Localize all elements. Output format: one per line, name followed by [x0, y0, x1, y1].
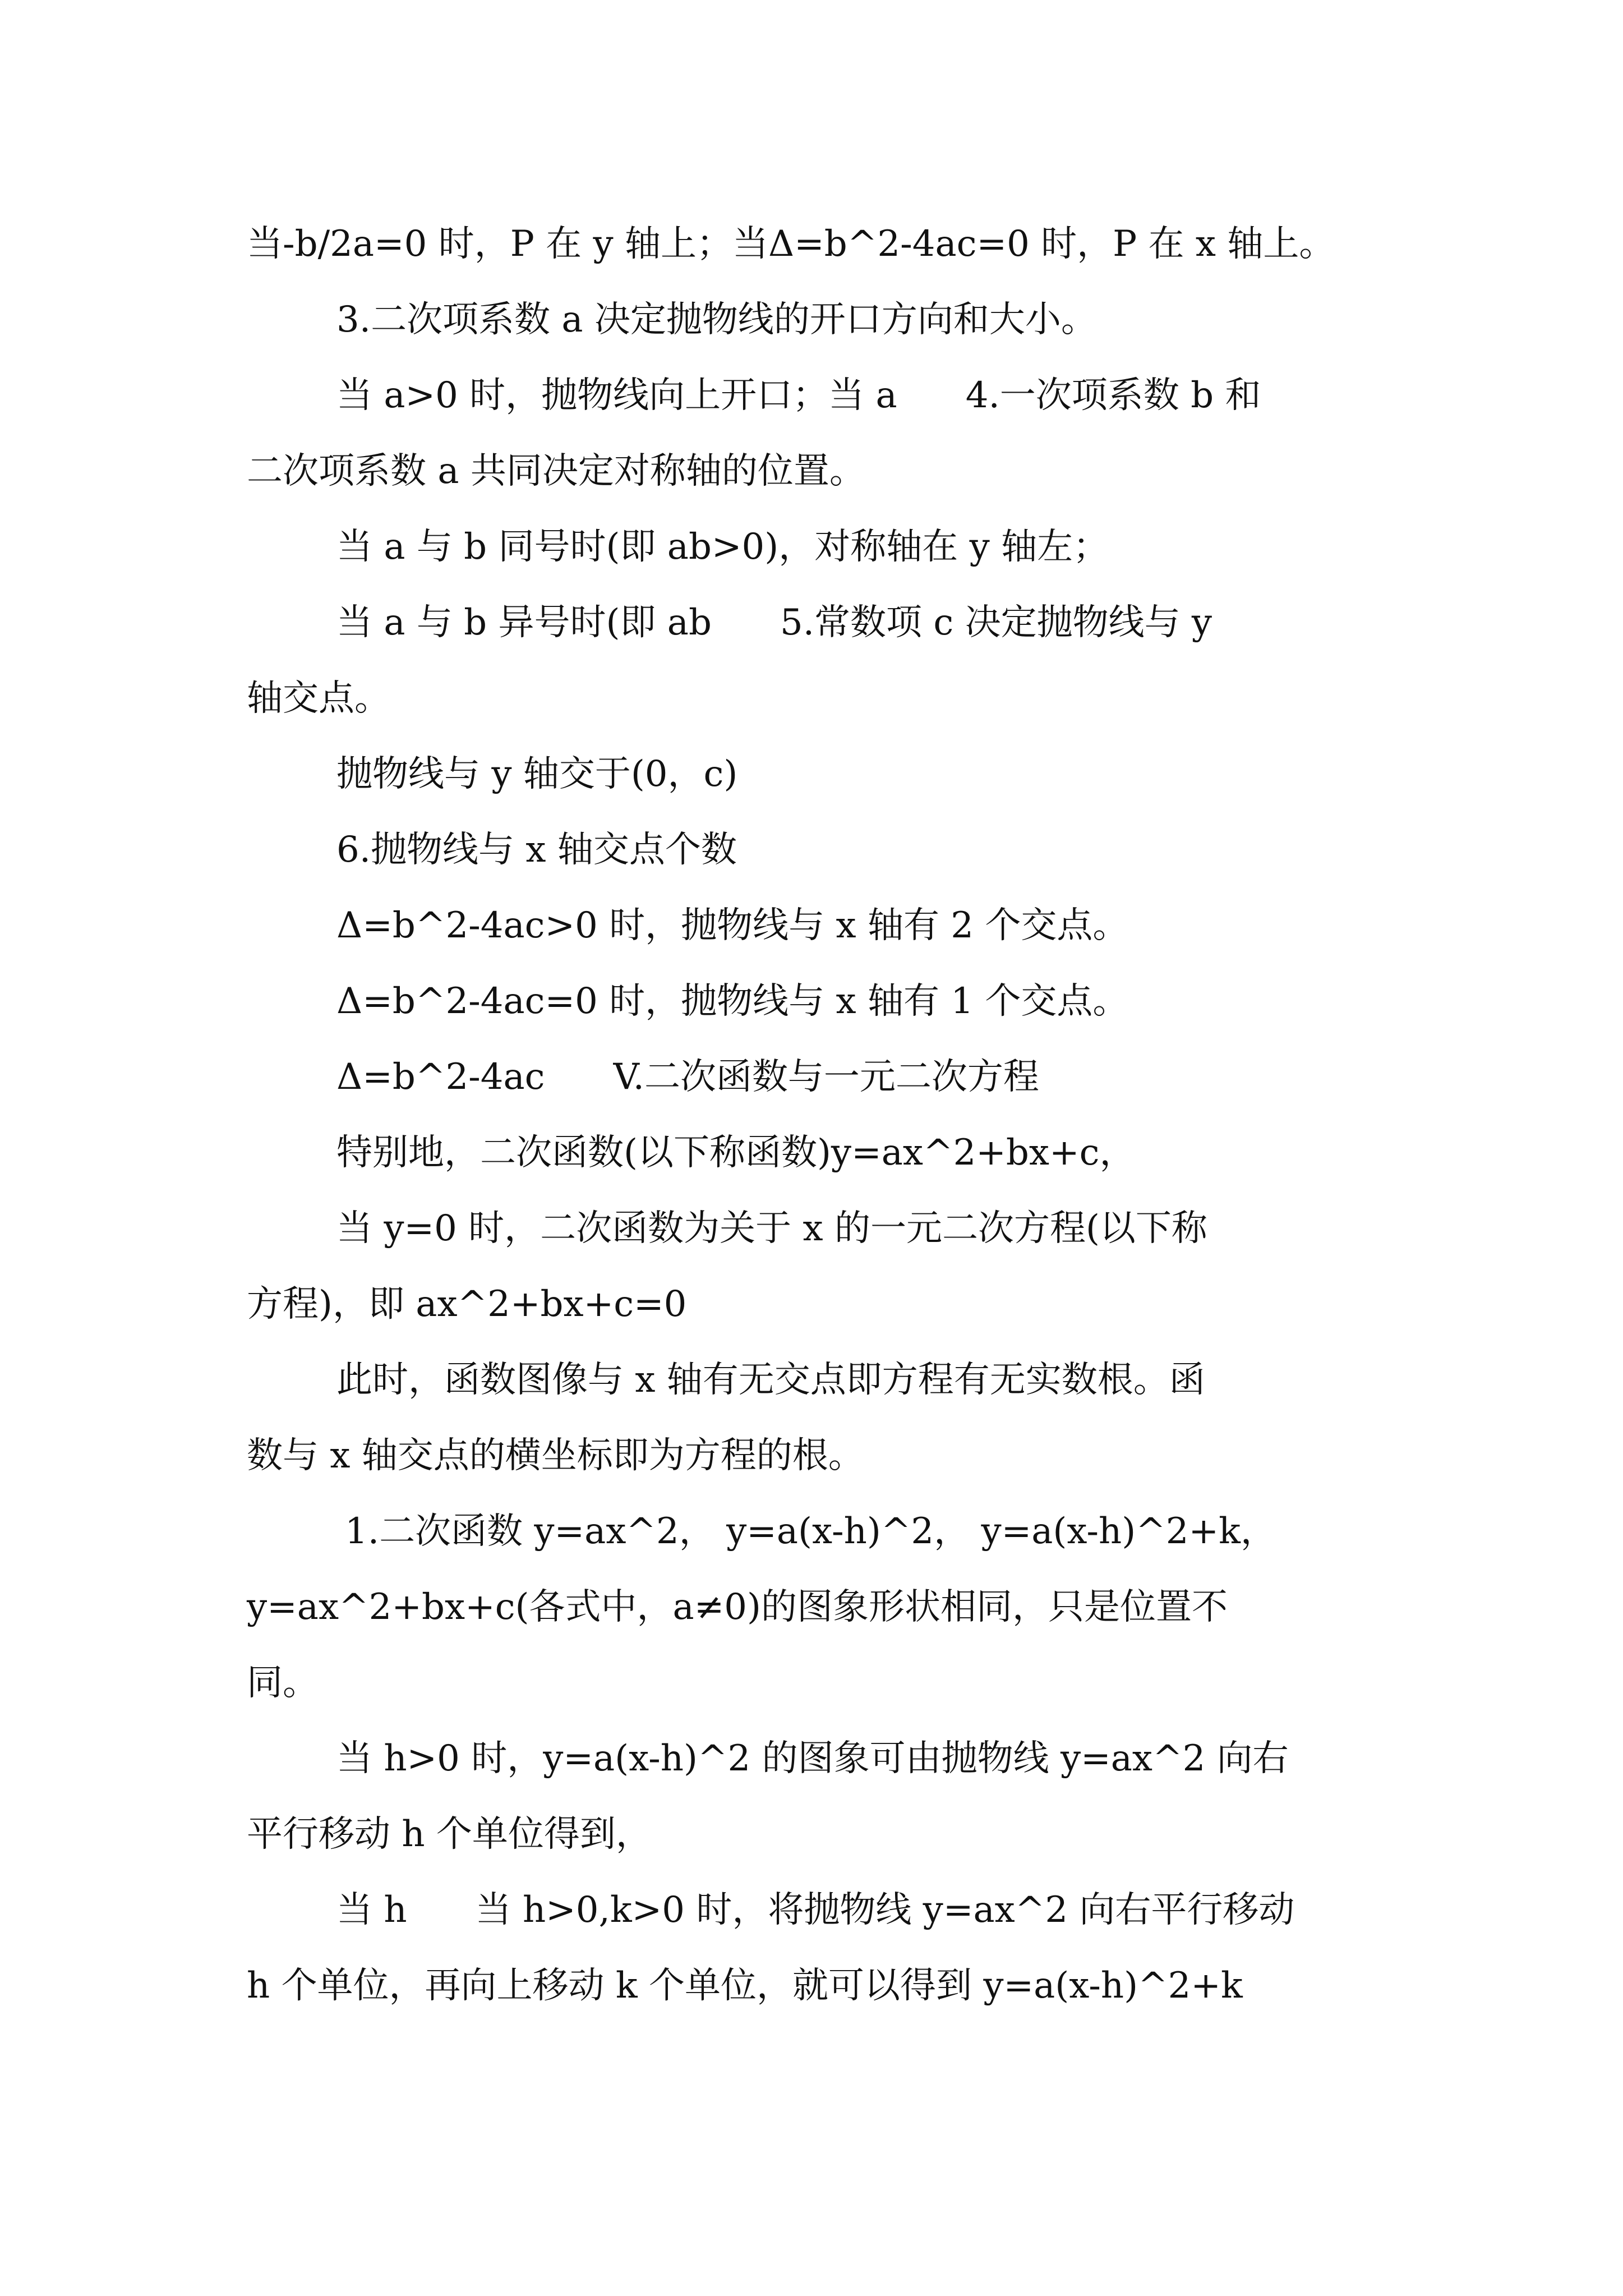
- text-line-4: 二次项系数 a 共同决定对称轴的位置。: [247, 450, 865, 492]
- text-line-9: 6.抛物线与 x 轴交点个数: [336, 829, 737, 871]
- text-line-21: 当 h>0 时，y=a(x-h)^2 的图象可由抛物线 y=ax^2 向右: [336, 1738, 1289, 1779]
- text-line-23: 当 h 当 h>0,k>0 时，将抛物线 y=ax^2 向右平行移动: [336, 1889, 1295, 1931]
- text-line-12: Δ=b^2-4ac V.二次函数与一元二次方程: [336, 1056, 1039, 1098]
- text-line-8: 抛物线与 y 轴交于(0，c): [336, 753, 738, 795]
- text-line-22: 平行移动 h 个单位得到，: [247, 1814, 652, 1855]
- text-line-14: 当 y=0 时，二次函数为关于 x 的一元二次方程(以下称: [336, 1208, 1207, 1249]
- text-line-15: 方程)，即 ax^2+bx+c=0: [247, 1283, 687, 1325]
- text-line-24: h 个单位，再向上移动 k 个单位，就可以得到 y=a(x-h)^2+k: [247, 1965, 1243, 2007]
- text-line-18: 1.二次函数 y=ax^2， y=a(x-h)^2， y=a(x-h)^2+k，: [345, 1511, 1276, 1552]
- text-line-16: 此时，函数图像与 x 轴有无交点即方程有无实数根。函: [336, 1359, 1205, 1401]
- text-line-20: 同。: [247, 1662, 319, 1704]
- text-line-19: y=ax^2+bx+c(各式中，a≠0)的图象形状相同，只是位置不: [247, 1586, 1228, 1628]
- text-line-11: Δ=b^2-4ac=0 时，抛物线与 x 轴有 1 个交点。: [336, 981, 1129, 1022]
- text-line-7: 轴交点。: [247, 678, 390, 719]
- text-line-1: 当-b/2a=0 时，P 在 y 轴上；当Δ=b^2-4ac=0 时，P 在 x 轴上。: [247, 223, 1335, 265]
- text-line-13: 特别地，二次函数(以下称函数)y=ax^2+bx+c，: [336, 1132, 1136, 1174]
- text-line-17: 数与 x 轴交点的横坐标即为方程的根。: [247, 1435, 864, 1476]
- text-line-10: Δ=b^2-4ac>0 时，抛物线与 x 轴有 2 个交点。: [336, 905, 1129, 946]
- text-line-6: 当 a 与 b 异号时(即 ab 5.常数项 c 决定抛物线与 y: [336, 602, 1212, 643]
- text-line-5: 当 a 与 b 同号时(即 ab>0)，对称轴在 y 轴左；: [336, 526, 1109, 568]
- text-line-2: 3.二次项系数 a 决定抛物线的开口方向和大小。: [336, 299, 1097, 341]
- text-line-3: 当 a>0 时，抛物线向上开口；当 a 4.一次项系数 b 和: [336, 375, 1261, 416]
